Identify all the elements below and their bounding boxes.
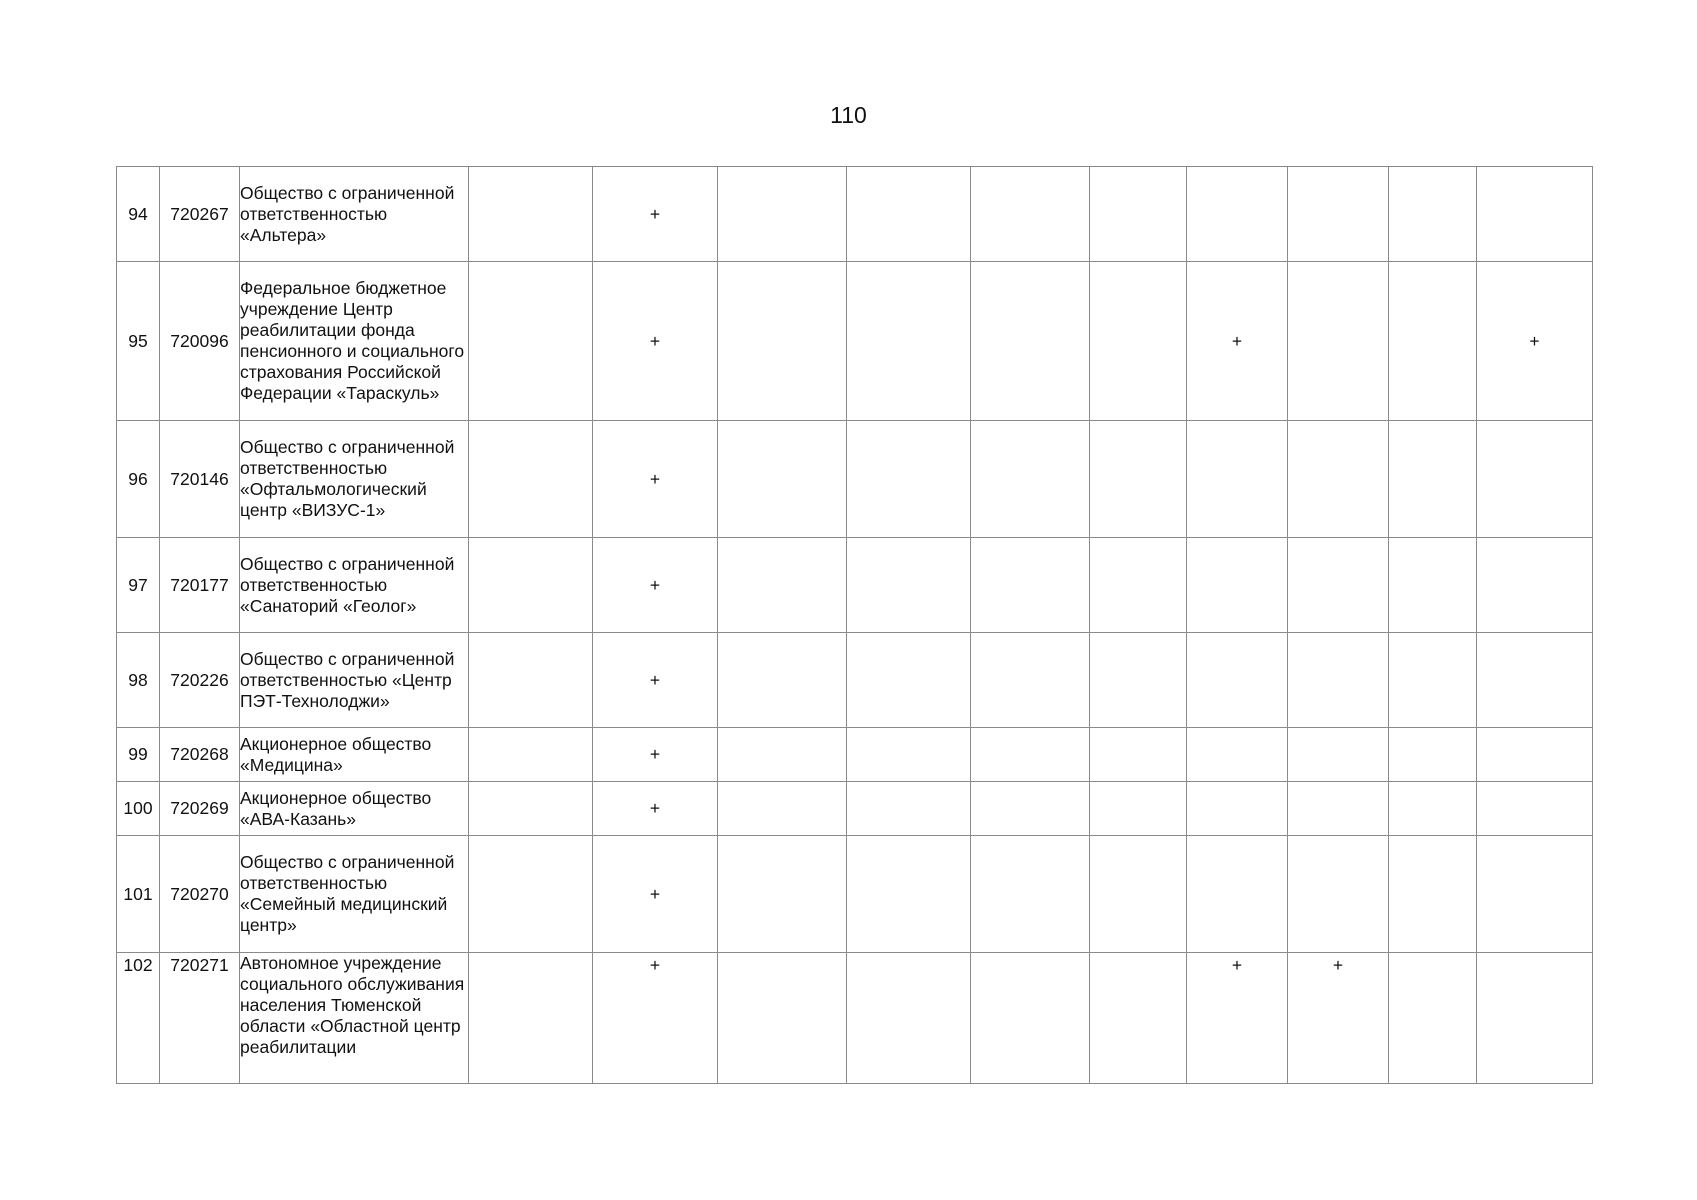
mark-cell (469, 262, 593, 421)
mark-cell (1090, 538, 1187, 633)
table-row (117, 953, 1593, 1084)
mark-cell (718, 538, 847, 633)
row-number-cell: 102 (117, 953, 160, 1084)
mark-cell (847, 782, 971, 836)
mark-cell (971, 836, 1090, 953)
mark-cell (1389, 167, 1477, 262)
mark-cell: + (593, 538, 718, 633)
mark-cell (847, 633, 971, 728)
mark-cell (1090, 633, 1187, 728)
mark-cell: + (593, 167, 718, 262)
table-row (117, 782, 1593, 836)
org-name-cell: Общество с ограниченной ответственностью «Семейный медицинский центр» (240, 836, 469, 953)
row-number-cell: 99 (117, 728, 160, 782)
mark-cell (847, 421, 971, 538)
mark-cell (1288, 782, 1389, 836)
mark-cell (971, 728, 1090, 782)
mark-cell: + (593, 782, 718, 836)
mark-cell (1187, 782, 1288, 836)
mark-cell (1477, 633, 1593, 728)
mark-cell (1389, 953, 1477, 1084)
row-number-cell: 97 (117, 538, 160, 633)
mark-cell (1187, 421, 1288, 538)
mark-cell: + (1288, 953, 1389, 1084)
org-name-cell: Общество с ограниченной ответственностью «Альтера» (240, 167, 469, 262)
table-row (117, 262, 1593, 421)
mark-cell (1477, 538, 1593, 633)
mark-cell (718, 953, 847, 1084)
mark-cell (1389, 728, 1477, 782)
mark-cell (1090, 262, 1187, 421)
mark-cell (1187, 633, 1288, 728)
mark-cell (1389, 538, 1477, 633)
mark-cell: + (1477, 262, 1593, 421)
mark-cell (469, 538, 593, 633)
row-number-cell: 96 (117, 421, 160, 538)
table-row (117, 421, 1593, 538)
org-name-cell: Акционерное общество «АВА-Казань» (240, 782, 469, 836)
mark-cell (1477, 728, 1593, 782)
mark-cell (1389, 836, 1477, 953)
mark-cell (1477, 167, 1593, 262)
mark-cell (1477, 953, 1593, 1084)
mark-cell: + (1187, 953, 1288, 1084)
mark-cell (971, 782, 1090, 836)
mark-cell: + (593, 836, 718, 953)
org-name-cell: Автономное учреждение социального обслуживания населения Тюменской области «Областной центр реабилитации (240, 953, 469, 1084)
mark-cell (847, 728, 971, 782)
mark-cell (971, 167, 1090, 262)
mark-cell (847, 262, 971, 421)
mark-cell (847, 538, 971, 633)
table-row (117, 633, 1593, 728)
mark-cell (1187, 728, 1288, 782)
mark-cell (1389, 782, 1477, 836)
mark-cell (469, 782, 593, 836)
mark-cell: + (593, 953, 718, 1084)
mark-cell (971, 262, 1090, 421)
mark-cell (1187, 836, 1288, 953)
mark-cell: + (593, 421, 718, 538)
mark-cell (1389, 421, 1477, 538)
mark-cell (971, 421, 1090, 538)
row-number-cell: 100 (117, 782, 160, 836)
mark-cell (971, 538, 1090, 633)
org-name-cell: Общество с ограниченной ответственностью «Офтальмологический центр «ВИЗУС-1» (240, 421, 469, 538)
mark-cell (1090, 421, 1187, 538)
mark-cell (847, 167, 971, 262)
mark-cell (469, 836, 593, 953)
row-number-cell: 98 (117, 633, 160, 728)
org-name-cell: Федеральное бюджетное учреждение Центр реабилитации фонда пенсионного и социального страхования Российской Федерации «Тараскуль» (240, 262, 469, 421)
table-row (117, 538, 1593, 633)
mark-cell (718, 633, 847, 728)
mark-cell: + (593, 633, 718, 728)
mark-cell (1090, 167, 1187, 262)
org-code-cell: 720270 (160, 836, 240, 953)
mark-cell (469, 633, 593, 728)
mark-cell (1187, 167, 1288, 262)
registry-table-body (117, 167, 1593, 1084)
mark-cell (1288, 421, 1389, 538)
mark-cell: + (1187, 262, 1288, 421)
mark-cell (1389, 262, 1477, 421)
table-row (117, 728, 1593, 782)
mark-cell (718, 728, 847, 782)
mark-cell (469, 167, 593, 262)
mark-cell (1288, 836, 1389, 953)
mark-cell (1477, 836, 1593, 953)
org-code-cell: 720177 (160, 538, 240, 633)
row-number-cell: 101 (117, 836, 160, 953)
table-row (117, 836, 1593, 953)
org-code-cell: 720268 (160, 728, 240, 782)
mark-cell (847, 836, 971, 953)
org-code-cell: 720096 (160, 262, 240, 421)
mark-cell (1288, 633, 1389, 728)
mark-cell (1090, 782, 1187, 836)
mark-cell: + (593, 262, 718, 421)
org-code-cell: 720267 (160, 167, 240, 262)
org-code-cell: 720226 (160, 633, 240, 728)
mark-cell (971, 633, 1090, 728)
mark-cell (1090, 836, 1187, 953)
mark-cell (1288, 728, 1389, 782)
mark-cell (1288, 538, 1389, 633)
mark-cell (718, 167, 847, 262)
mark-cell (971, 953, 1090, 1084)
mark-cell (847, 953, 971, 1084)
org-code-cell: 720271 (160, 953, 240, 1084)
mark-cell (1288, 262, 1389, 421)
mark-cell (1389, 633, 1477, 728)
mark-cell (1477, 782, 1593, 836)
mark-cell (1090, 728, 1187, 782)
mark-cell (1090, 953, 1187, 1084)
mark-cell (469, 728, 593, 782)
row-number-cell: 94 (117, 167, 160, 262)
mark-cell (469, 421, 593, 538)
org-name-cell: Общество с ограниченной ответственностью «Центр ПЭТ-Технолоджи» (240, 633, 469, 728)
page-number: 110 (830, 102, 867, 128)
mark-cell (1288, 167, 1389, 262)
mark-cell (718, 836, 847, 953)
mark-cell (718, 782, 847, 836)
mark-cell (1187, 538, 1288, 633)
mark-cell (1477, 421, 1593, 538)
org-name-cell: Общество с ограниченной ответственностью «Санаторий «Геолог» (240, 538, 469, 633)
mark-cell (469, 953, 593, 1084)
org-code-cell: 720146 (160, 421, 240, 538)
registry-table (116, 166, 1593, 1084)
org-name-cell: Акционерное общество «Медицина» (240, 728, 469, 782)
table-row (117, 167, 1593, 262)
mark-cell (718, 262, 847, 421)
row-number-cell: 95 (117, 262, 160, 421)
mark-cell: + (593, 728, 718, 782)
org-code-cell: 720269 (160, 782, 240, 836)
mark-cell (718, 421, 847, 538)
